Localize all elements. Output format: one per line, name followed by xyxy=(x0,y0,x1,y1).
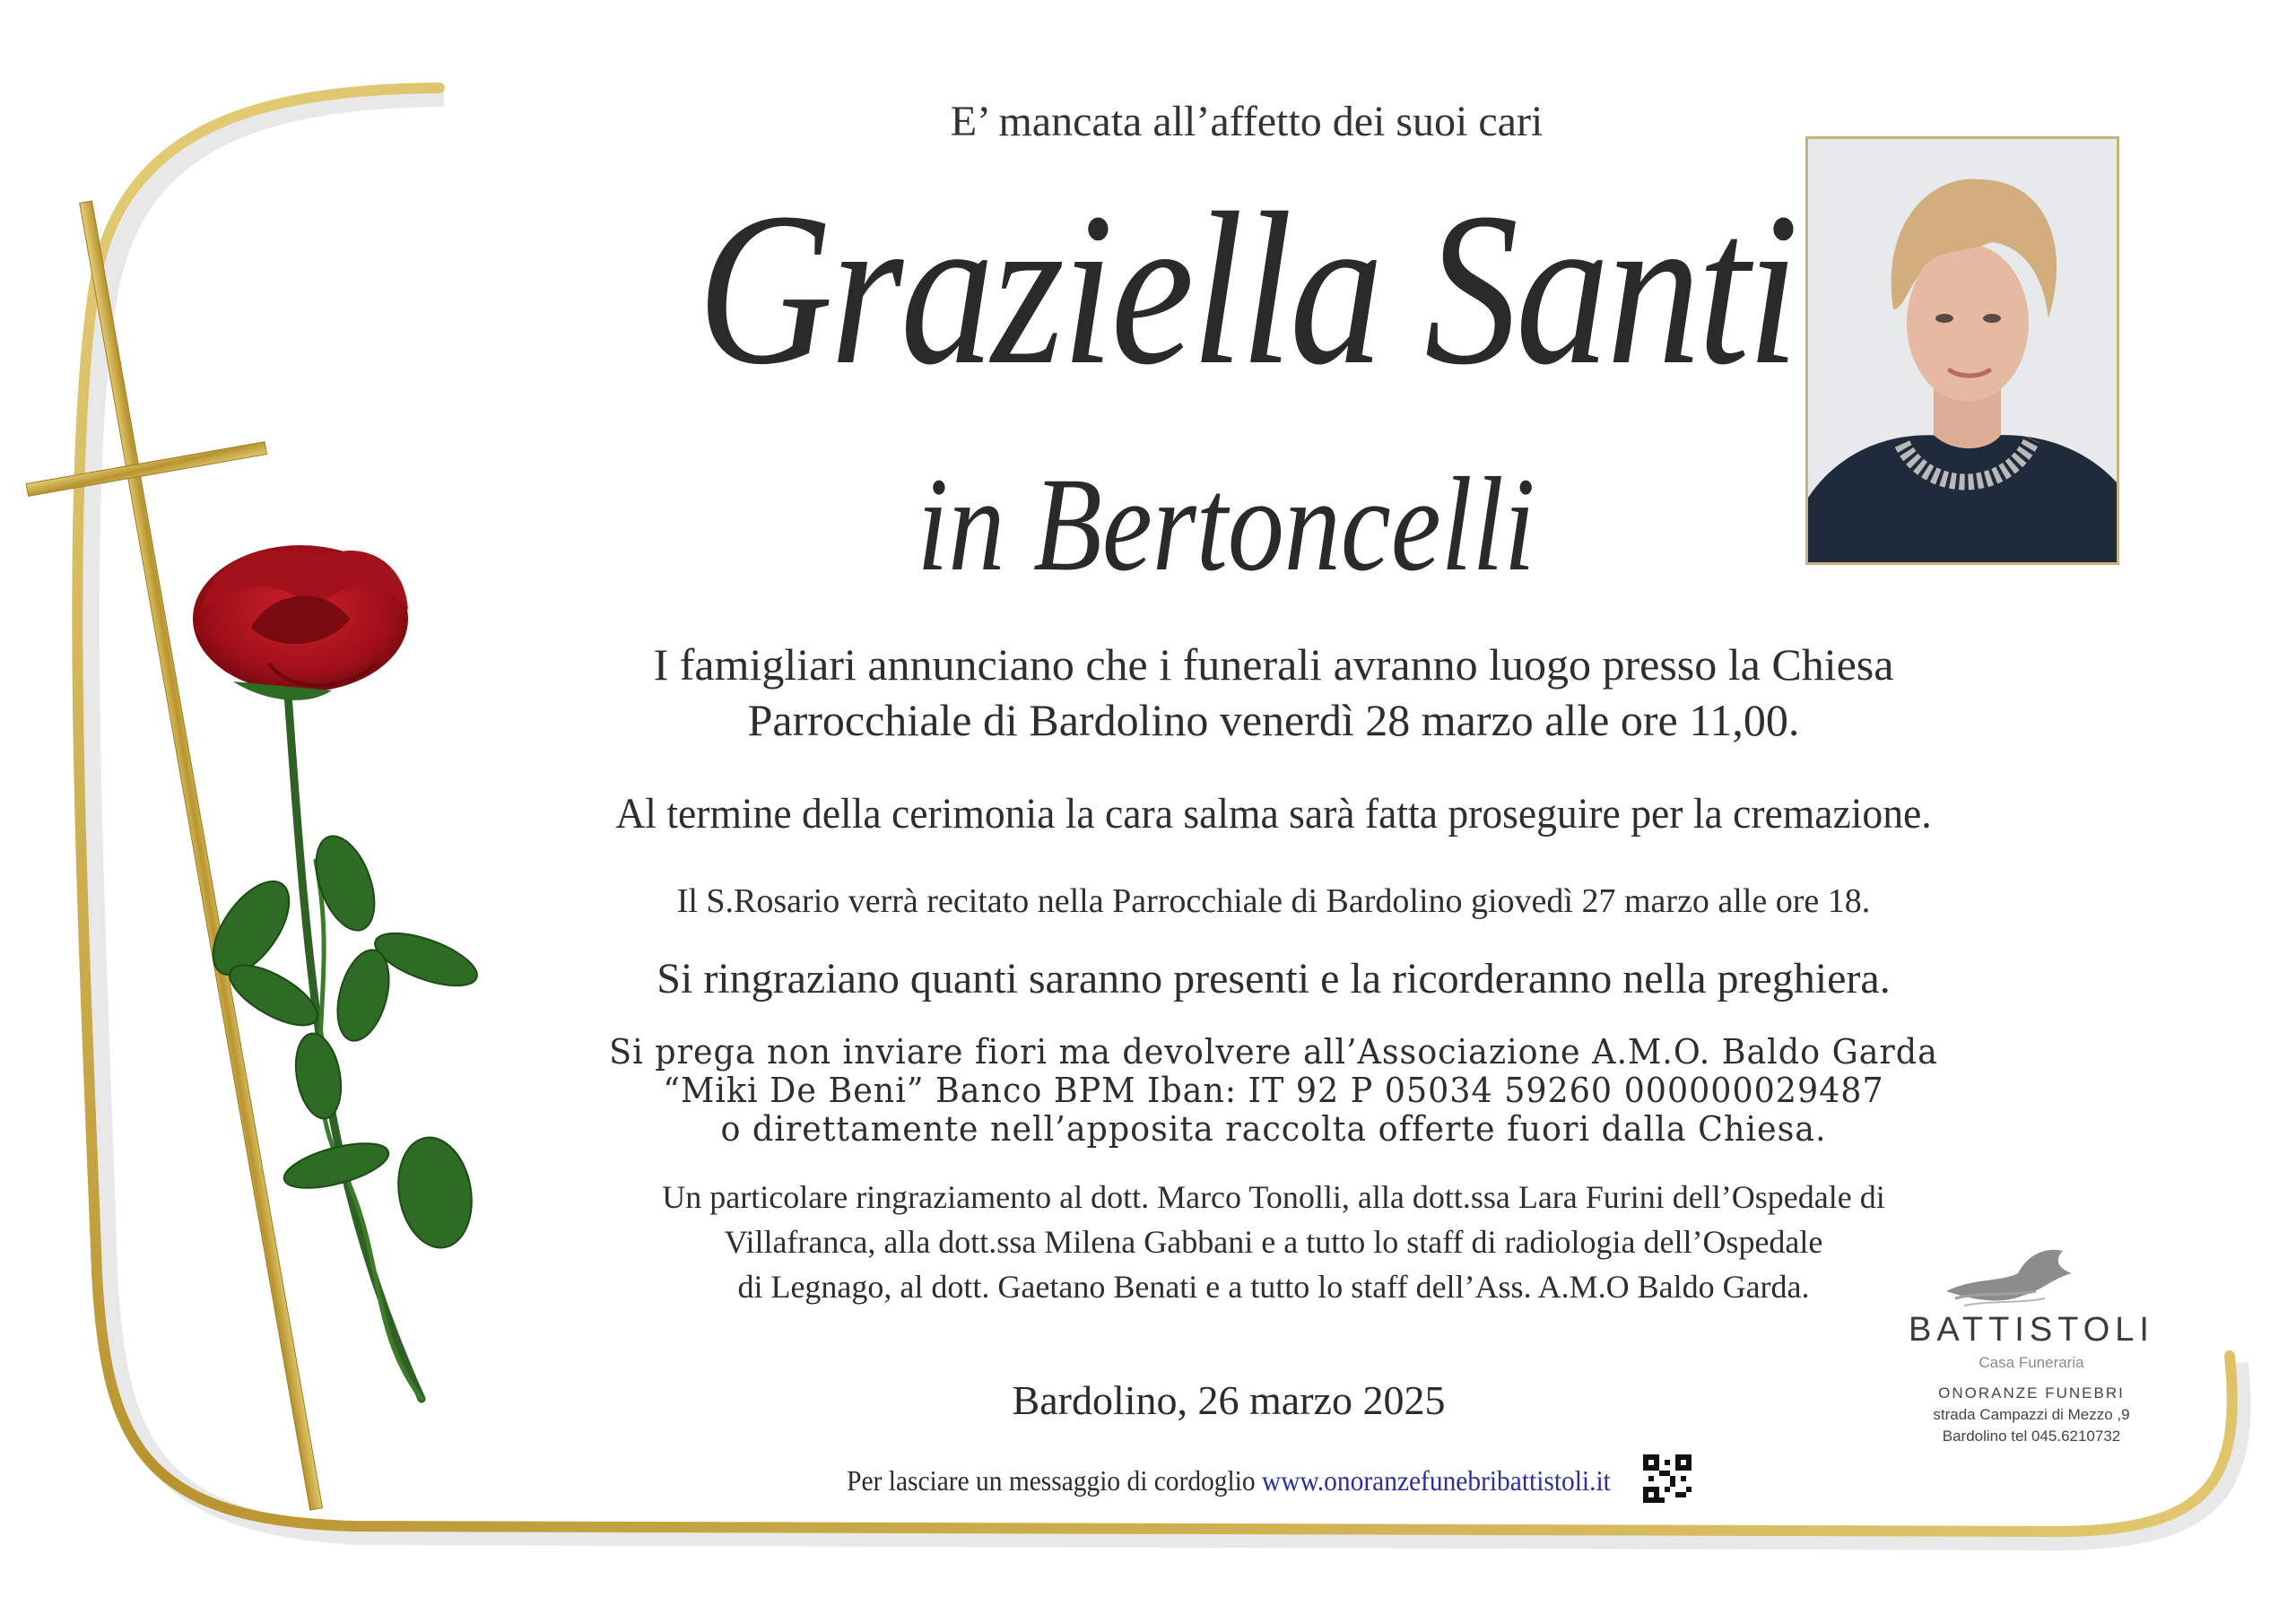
red-rose xyxy=(193,545,408,700)
rosary-paragraph: Il S.Rosario verrà recitato nella Parrocchiale di Bardolino giovedì 27 marzo alle ore 18. xyxy=(676,882,1871,920)
horse-logo-icon xyxy=(1937,1228,2081,1309)
thanks-paragraph: Si ringraziano quanti saranno presenti e la ricorderanno nella preghiera. xyxy=(657,955,1891,1002)
funeral-paragraph xyxy=(502,637,2045,748)
portrait-illustration xyxy=(1808,139,2119,565)
donation-paragraph xyxy=(533,1033,2013,1149)
message-prefix: Per lasciare un messaggio di cordoglio xyxy=(847,1464,1256,1497)
funeral-home-contact: Bardolino tel 045.6210732 xyxy=(1942,1428,2121,1445)
donation-line-3: o direttamente nell’apposita raccolta offerte fuori dalla Chiesa. xyxy=(720,1109,1827,1149)
intro-text: E’ mancata all’affetto dei suoi cari xyxy=(950,98,1544,145)
website-link[interactable]: www.onoranzefunebribattistoli.it xyxy=(1261,1464,1611,1497)
funeral-home-subtitle: Casa Funeraria xyxy=(1979,1354,2084,1371)
funeral-home-details xyxy=(1888,1383,2175,1447)
place-date: Bardolino, 26 marzo 2025 xyxy=(1012,1377,1446,1423)
special-thanks-line-1: Un particolare ringraziamento al dott. Marco Tonolli, alla dott.ssa Lara Furini dell’Ospedale di xyxy=(662,1179,1885,1215)
special-thanks-line-2: Villafranca, alla dott.ssa Milena Gabbani e a tutto lo staff di radiologia dell’Ospedale xyxy=(724,1224,1823,1260)
gold-cross xyxy=(0,178,448,1527)
funeral-home-address: strada Campazzi di Mezzo ,9 xyxy=(1933,1406,2130,1423)
special-thanks-line-3: di Legnago, al dott. Gaetano Benati e a tutto lo staff dell’Ass. A.M.O Baldo Garda. xyxy=(737,1269,1810,1305)
cremation-paragraph: Al termine della cerimonia la cara salma sarà fatta proseguire per la cremazione. xyxy=(615,790,1932,838)
funeral-line-2: Parrocchiale di Bardolino venerdì 28 marzo alle ore 11,00. xyxy=(747,695,1800,745)
funeral-line-1: I famigliari annunciano che i funerali avranno luogo presso la Chiesa xyxy=(653,639,1894,690)
condolence-message xyxy=(775,1464,1683,1497)
funeral-home-service: ONORANZE FUNEBRI xyxy=(1938,1384,2125,1402)
donation-line-1: Si prega non inviare fiori ma devolvere all’Associazione A.M.O. Baldo Garda xyxy=(609,1032,1938,1072)
portrait-photo xyxy=(1805,136,2119,565)
rose-leaves xyxy=(198,829,483,1254)
deceased-name: Graziella Santi xyxy=(697,168,1796,410)
married-name: in Bertoncelli xyxy=(917,450,1535,599)
funeral-home-name: BATTISTOLI xyxy=(1909,1311,2154,1349)
donation-line-2: “Miki De Beni” Banco BPM Iban: IT 92 P 05034 59260 000000029487 xyxy=(663,1071,1884,1110)
special-thanks-paragraph xyxy=(502,1175,2045,1309)
qr-code-icon[interactable] xyxy=(1643,1454,1692,1503)
